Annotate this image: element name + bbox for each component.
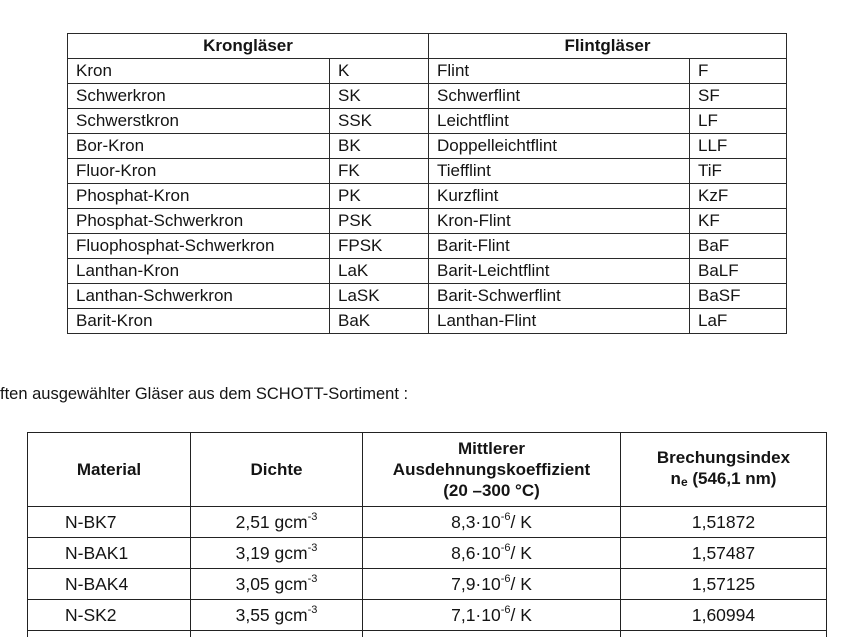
refractive-index-header: [621, 433, 827, 507]
index-cell: 1,51872: [621, 507, 827, 538]
flint-name: Tiefflint: [429, 159, 690, 184]
expansion-header: [363, 433, 621, 507]
crown-abbr: LaSK: [330, 284, 429, 309]
table-row: [68, 59, 787, 84]
crown-abbr: K: [330, 59, 429, 84]
table-row: [68, 184, 787, 209]
flint-name: Kron-Flint: [429, 209, 690, 234]
table-row: [68, 84, 787, 109]
material-cell: N-BAK4: [28, 569, 191, 600]
index-cell: [621, 631, 827, 637]
expansion-cell: $7,1\cdot 10^{-6}/$ K: [363, 600, 621, 631]
index-cell: 1,60994: [621, 600, 827, 631]
flint-abbr: TiF: [690, 159, 787, 184]
density-cell: 2,51 gcm$^{-3}$: [191, 507, 363, 538]
crown-abbr: FK: [330, 159, 429, 184]
crown-name: Lanthan-Kron: [68, 259, 330, 284]
expansion-cell: [363, 631, 621, 637]
material-cell: [28, 631, 191, 637]
crown-name: Barit-Kron: [68, 309, 330, 334]
flint-name: Barit-Flint: [429, 234, 690, 259]
crown-abbr: BaK: [330, 309, 429, 334]
crown-name: Lanthan-Schwerkron: [68, 284, 330, 309]
flint-abbr: KzF: [690, 184, 787, 209]
glass-properties-table: [27, 432, 827, 637]
index-symbol: n: [670, 468, 681, 488]
flint-abbr: F: [690, 59, 787, 84]
index-subscript: e: [680, 474, 688, 489]
flint-name: Doppelleichtflint: [429, 134, 690, 159]
density-header: Dichte: [191, 433, 363, 507]
density-cell: [191, 631, 363, 637]
table-row: [68, 309, 787, 334]
flint-abbr: LLF: [690, 134, 787, 159]
density-cell: 3,55 gcm$^{-3}$: [191, 600, 363, 631]
table-row: [68, 209, 787, 234]
table-row: [68, 134, 787, 159]
density-cell: 3,05 gcm$^{-3}$: [191, 569, 363, 600]
table-row: [68, 109, 787, 134]
flint-name: Lanthan-Flint: [429, 309, 690, 334]
table-row: [68, 259, 787, 284]
flint-abbr: LaF: [690, 309, 787, 334]
flint-name: Schwerflint: [429, 84, 690, 109]
crown-abbr: FPSK: [330, 234, 429, 259]
crown-abbr: PSK: [330, 209, 429, 234]
flint-abbr: BaF: [690, 234, 787, 259]
crown-name: Phosphat-Schwerkron: [68, 209, 330, 234]
table-row: [28, 600, 827, 631]
index-wavelength: (546,1 nm): [687, 468, 777, 488]
density-cell: 3,19 gcm$^{-3}$: [191, 538, 363, 569]
crown-name: Phosphat-Kron: [68, 184, 330, 209]
expansion-cell: $8,3\cdot 10^{-6}/$ K: [363, 507, 621, 538]
flint-name: Flint: [429, 59, 690, 84]
crown-name: Schwerstkron: [68, 109, 330, 134]
index-cell: 1,57125: [621, 569, 827, 600]
material-cell: N-SK2: [28, 600, 191, 631]
flint-glass-header: Flintgläser: [429, 34, 787, 59]
expansion-header-line3: (20 –300 °C): [443, 481, 540, 500]
flint-abbr: BaSF: [690, 284, 787, 309]
table-row: [28, 507, 827, 538]
table-header-row: [28, 433, 827, 507]
table-row: [68, 159, 787, 184]
material-cell: N-BK7: [28, 507, 191, 538]
crown-name: Fluor-Kron: [68, 159, 330, 184]
crown-name: Fluophosphat-Schwerkron: [68, 234, 330, 259]
crown-name: Bor-Kron: [68, 134, 330, 159]
flint-abbr: SF: [690, 84, 787, 109]
flint-name: Barit-Schwerflint: [429, 284, 690, 309]
flint-name: Leichtflint: [429, 109, 690, 134]
crown-name: Kron: [68, 59, 330, 84]
material-cell: N-BAK1: [28, 538, 191, 569]
table-row: [28, 538, 827, 569]
flint-abbr: LF: [690, 109, 787, 134]
table-header-row: [68, 34, 787, 59]
expansion-header-line1: Mittlerer: [457, 439, 526, 458]
index-cell: 1,57487: [621, 538, 827, 569]
crown-abbr: PK: [330, 184, 429, 209]
expansion-cell: $7,9\cdot 10^{-6}/$ K: [363, 569, 621, 600]
index-header-line2: [621, 468, 826, 493]
flint-name: Kurzflint: [429, 184, 690, 209]
crown-abbr: SSK: [330, 109, 429, 134]
table-row: [68, 234, 787, 259]
crown-glass-header: Krongläser: [68, 34, 429, 59]
properties-caption: ften ausgewählter Gläser aus dem SCHOTT-Sortiment :: [0, 385, 409, 403]
flint-abbr: KF: [690, 209, 787, 234]
table-row: [28, 569, 827, 600]
table-row: [68, 284, 787, 309]
index-header-line1: Brechungsindex: [656, 447, 791, 467]
crown-abbr: SK: [330, 84, 429, 109]
flint-abbr: BaLF: [690, 259, 787, 284]
flint-name: Barit-Leichtflint: [429, 259, 690, 284]
expansion-header-line2: Ausdehnungskoeffizient: [392, 460, 591, 479]
crown-abbr: BK: [330, 134, 429, 159]
glass-types-table: [67, 33, 787, 334]
material-header: Material: [28, 433, 191, 507]
crown-name: Schwerkron: [68, 84, 330, 109]
crown-abbr: LaK: [330, 259, 429, 284]
expansion-cell: $8,6\cdot 10^{-6}/$ K: [363, 538, 621, 569]
table-row-partial: [28, 631, 827, 637]
